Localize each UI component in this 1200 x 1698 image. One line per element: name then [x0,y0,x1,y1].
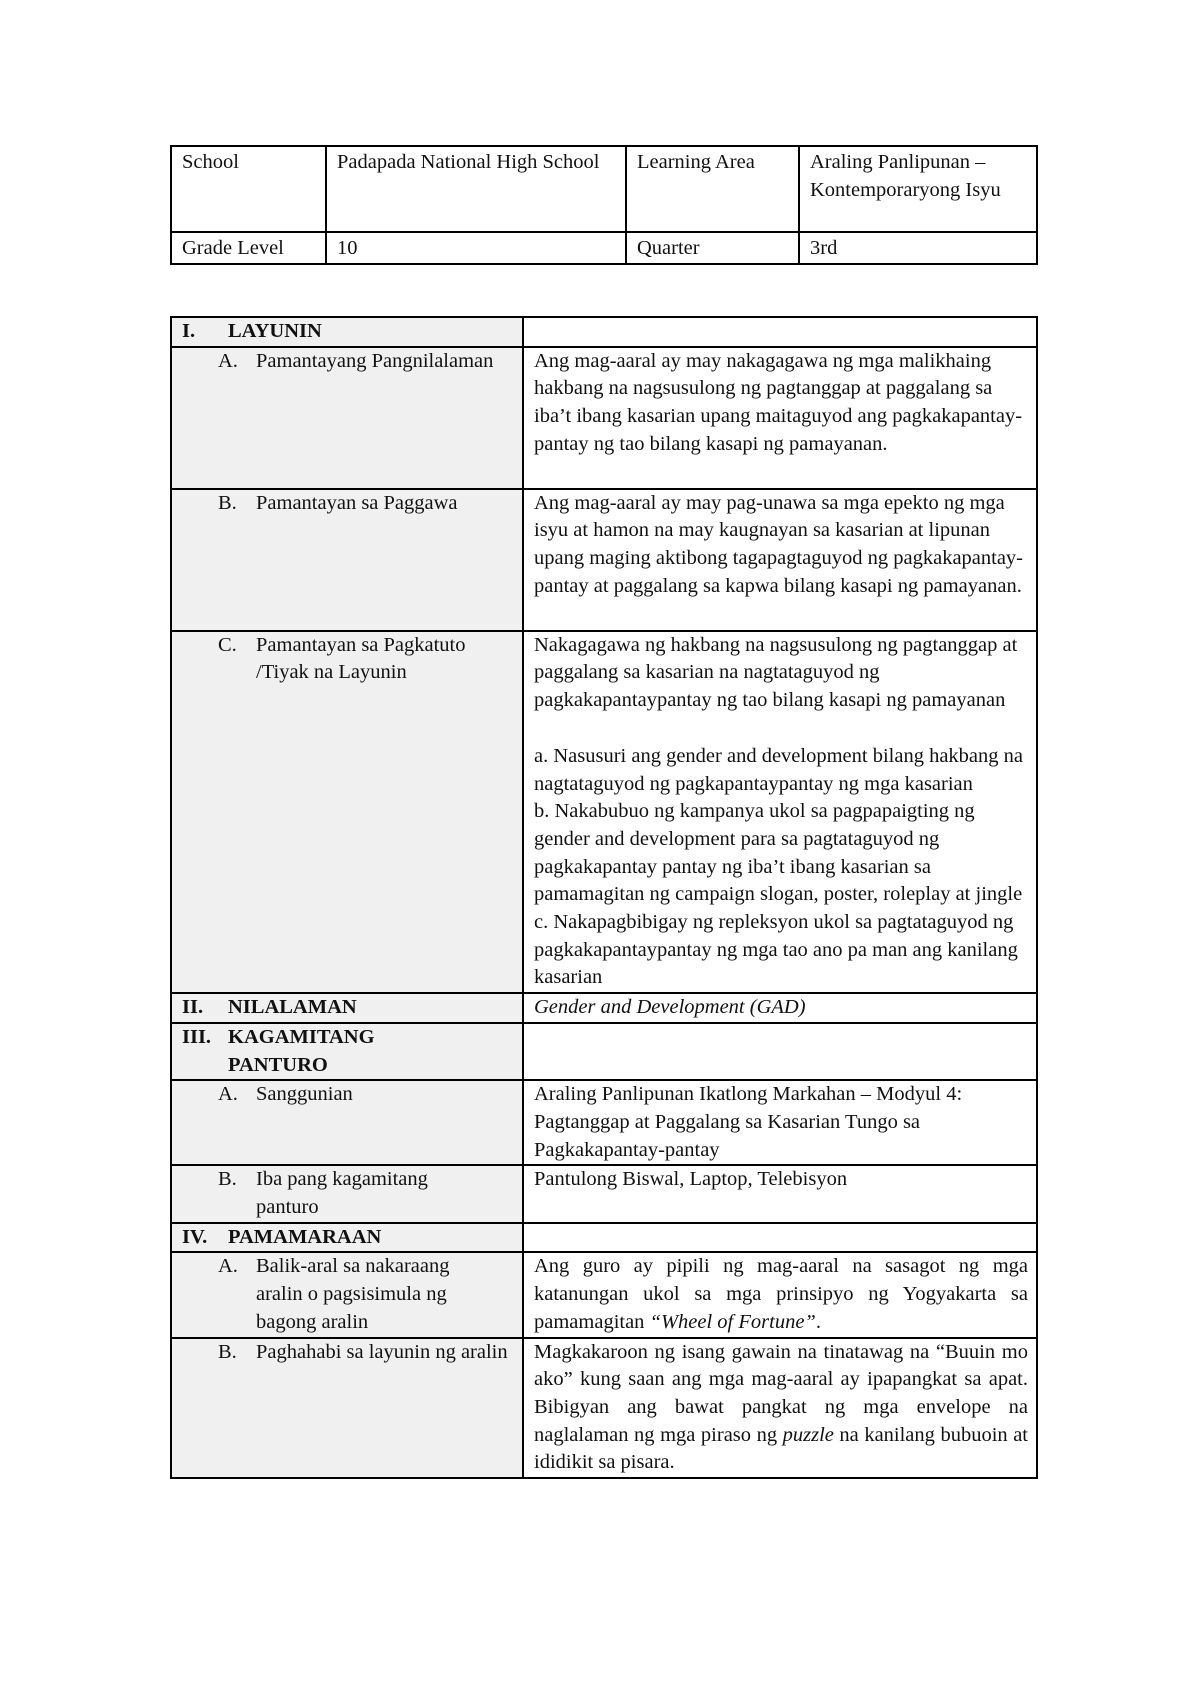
learning-goal-intro: Nakagagawa ng hakbang na nagsusulong ng pagtanggap at paggalang sa kasarian na nagtataguyod ng pagkakapantaypantay ng tao bilang kasapi ng pamayanan [534,633,1018,712]
item-letter: A. [218,1083,238,1106]
row-pamantayan-sa-pagkatuto [171,631,1037,993]
header-info-table [170,145,1038,265]
section-nilalaman-row [171,993,1037,1023]
objective-c: c. Nakapagbibigay ng repleksyon ukol sa pagtataguyod ng pagkakapantaypantay ng mga tao ano pa man ang kanilang kasarian [534,911,1018,989]
nilalaman-content: Gender and Development (GAD) [523,993,1037,1023]
lesson-plan-table [170,316,1038,1479]
row-iba-pang-kagamitan [171,1165,1037,1222]
item-letter: A. [218,349,238,372]
section-number: II. [182,996,204,1019]
section-number: IV. [182,1225,208,1248]
objective-b: b. Nakabubuo ng kampanya ukol sa pagpapaigting ng gender and development para sa pagtataguyod ng pagkakapantay pantay ng iba’t ibang kasarian sa pamamagitan ng campaign slogan, poster, roleplay at jingle [534,800,1023,906]
item-label: Pamantayang Pangnilalaman [256,349,494,372]
puzzle-text: puzzle [782,1423,834,1446]
item-content: Magkakaroon ng isang gawain na tinatawag na “Buuin mo ako” kung saan ang mga mag-aaral ay ipapangkat sa apat. Bibigyan ang bawat pangkat ng mga envelope na naglalaman ng mga piraso ng puzzle na kanilang bubuoin at ididikit sa pisara. [523,1338,1037,1479]
section-kagamitan-row [171,1023,1037,1080]
section-title: KAGAMITANG PANTURO [228,1025,375,1076]
section-title: LAYUNIN [228,320,322,342]
item-label: Paghahabi sa layunin ng aralin [256,1340,508,1363]
section-pamamaraan-row [171,1223,1037,1253]
row-paghahabi [171,1338,1037,1479]
row-pamantayang-pangnilalaman [171,347,1037,489]
item-label: Pamantayan sa Pagkatuto /Tiyak na Layunin [256,633,466,684]
school-label: School [171,146,326,232]
item-content: Ang mag-aaral ay may pag-unawa sa mga epekto ng mga isyu at hamon na may kaugnayan sa kasarian at lipunan upang maging aktibong tagapagtaguyod ng pagkakapantay-pantay at paggalang sa kapwa bilang kasapi ng pamayanan. [523,489,1037,631]
section-layunin-row [171,317,1037,347]
school-value: Padapada National High School [326,146,626,232]
item-letter: B. [218,1168,237,1191]
row-sanggunian [171,1080,1037,1165]
objective-a: a. Nasusuri ang gender and development bilang hakbang na nagtataguyod ng pagkapantaypantay ng mga kasarian [534,744,1023,795]
item-content: Araling Panlipunan Ikatlong Markahan – Modyul 4: Pagtanggap at Paggalang sa Kasarian Tungo sa Pagkakapantay-pantay [523,1080,1037,1165]
item-letter: C. [218,633,237,656]
wheel-of-fortune-text: “Wheel of Fortune” [649,1310,816,1333]
section-title: NILALAMAN [228,996,357,1019]
learning-area-label: Learning Area [626,146,799,232]
item-letter: B. [218,491,237,514]
quarter-value: 3rd [799,232,1037,264]
section-number: III. [182,1025,212,1048]
grade-level-value: 10 [326,232,626,264]
item-content: Ang mag-aaral ay may nakagagawa ng mga malikhaing hakbang na nagsusulong ng pagtanggap at paggalang sa iba’t ibang kasarian upang maitaguyod ang pagkakapantay-pantay ng tao bilang kasapi ng pamayanan. [523,347,1037,489]
grade-level-label: Grade Level [171,232,326,264]
section-number: I. [182,320,196,342]
item-letter: A. [218,1255,238,1278]
section-title: PAMAMARAAN [228,1225,382,1248]
item-label: Sanggunian [256,1083,353,1106]
quarter-label: Quarter [626,232,799,264]
item-content: Pantulong Biswal, Laptop, Telebisyon [523,1165,1037,1222]
row-pamantayan-sa-paggawa [171,489,1037,631]
row-balik-aral [171,1252,1037,1337]
learning-area-value: Araling Panlipunan – Kontemporaryong Isyu [799,146,1037,232]
item-content: Ang guro ay pipili ng mag-aaral na sasagot ng mga katanungan ukol sa mga prinsipyo ng Yogyakarta sa pamamagitan “Wheel of Fortune”. [523,1252,1037,1337]
item-label: Pamantayan sa Paggawa [256,491,458,514]
item-letter: B. [218,1340,237,1363]
item-label: Iba pang kagamitang panturo [256,1168,428,1219]
item-label: Balik-aral sa nakaraang aralin o pagsisimula ng bagong aralin [256,1255,450,1333]
